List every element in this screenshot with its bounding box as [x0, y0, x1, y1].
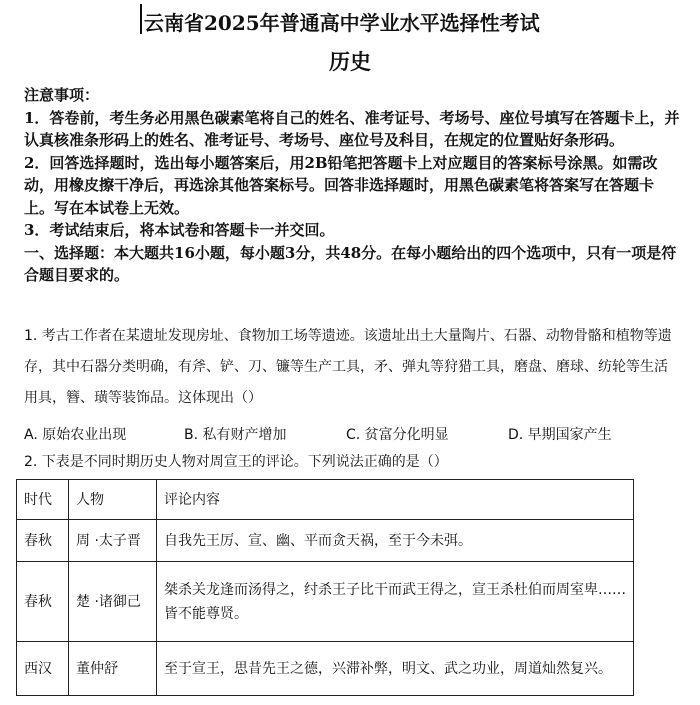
note-item: 2．回答选择题时，选出每小题答案后，用2B铅笔把答题卡上对应题目的答案标号涂黑。如需改动，用橡皮擦干净后，再选涂其他答案标号。回答非选择题时，用黑色碳素笔将答案写在答题卡上。写在本试卷上无效。: [24, 153, 658, 217]
table-cell-era: 西汉: [17, 642, 69, 696]
table-row: [17, 562, 634, 642]
table-row: [17, 520, 634, 562]
section-heading: 一、选择题：本大题共16小题，每小题3分，共48分。在每小题给出的四个选项中，只有一项是符合题目要求的。: [24, 243, 677, 284]
exam-title: 云南省2025年普通高中学业水平选择性考试: [144, 11, 540, 35]
note-item: 3．考试结束后，将本试卷和答题卡一并交回。: [24, 221, 335, 239]
question-1-options: [24, 418, 676, 448]
option-a: A. 原始农业出现: [24, 427, 127, 443]
table-header-row: [17, 480, 634, 520]
text-cursor-bar: [140, 4, 142, 34]
notes-section: [24, 84, 680, 287]
question-2-stem: 2. 下表是不同时期历史人物对周宣王的评论。下列说法正确的是（）: [24, 454, 448, 470]
table-cell-comment: 桀杀关龙逢而汤得之，纣杀王子比干而武王得之，宣王杀杜伯而周室卑……皆不能尊贤。: [157, 562, 634, 642]
table-row: [17, 642, 634, 696]
table-cell-comment: 自我先王厉、宣、幽、平而贪天祸，至于今未弭。: [157, 520, 634, 562]
option-b: B. 私有财产增加: [184, 427, 287, 443]
table-header-cell: 人物: [69, 480, 157, 520]
exam-title-block: [140, 4, 580, 34]
option-d: D. 早期国家产生: [508, 427, 612, 443]
option-c: C. 贫富分化明显: [346, 427, 449, 443]
table-cell-era: 春秋: [17, 562, 69, 642]
table-cell-era: 春秋: [17, 520, 69, 562]
table-cell-person: 董仲舒: [69, 642, 157, 696]
table-cell-person: 周 ·太子晋: [69, 520, 157, 562]
table-header-cell: 评论内容: [157, 480, 634, 520]
notes-heading: 注意事项：: [24, 86, 100, 104]
note-item: 1．答卷前，考生务必用黑色碳素笔将自己的姓名、准考证号、考场号、座位号填写在答题卡上，并认真核准条形码上的姓名、准考证号、考场号、座位号及科目，在规定的位置贴好条形码。: [24, 108, 680, 149]
table-cell-person: 楚 ·诸御己: [69, 562, 157, 642]
table-cell-comment: 至于宣王，思昔先王之德，兴滞补弊，明文、武之功业，周道灿然复兴。: [157, 642, 634, 696]
question-1-stem: 1. 考古工作者在某遗址发现房址、食物加工场等遗迹。该遗址出土大量陶片、石器、动物骨骼和植物等遗存，其中石器分类明确，有斧、铲、刀、镰等生产工具，矛、弹丸等狩猎工具，磨盘、磨球、纺轮等生活用具，簪、璜等装饰品。这体现出（）: [24, 328, 672, 406]
table-header-cell: 时代: [17, 480, 69, 520]
evaluation-table: [16, 479, 634, 696]
exam-subject: 历史: [329, 49, 371, 74]
